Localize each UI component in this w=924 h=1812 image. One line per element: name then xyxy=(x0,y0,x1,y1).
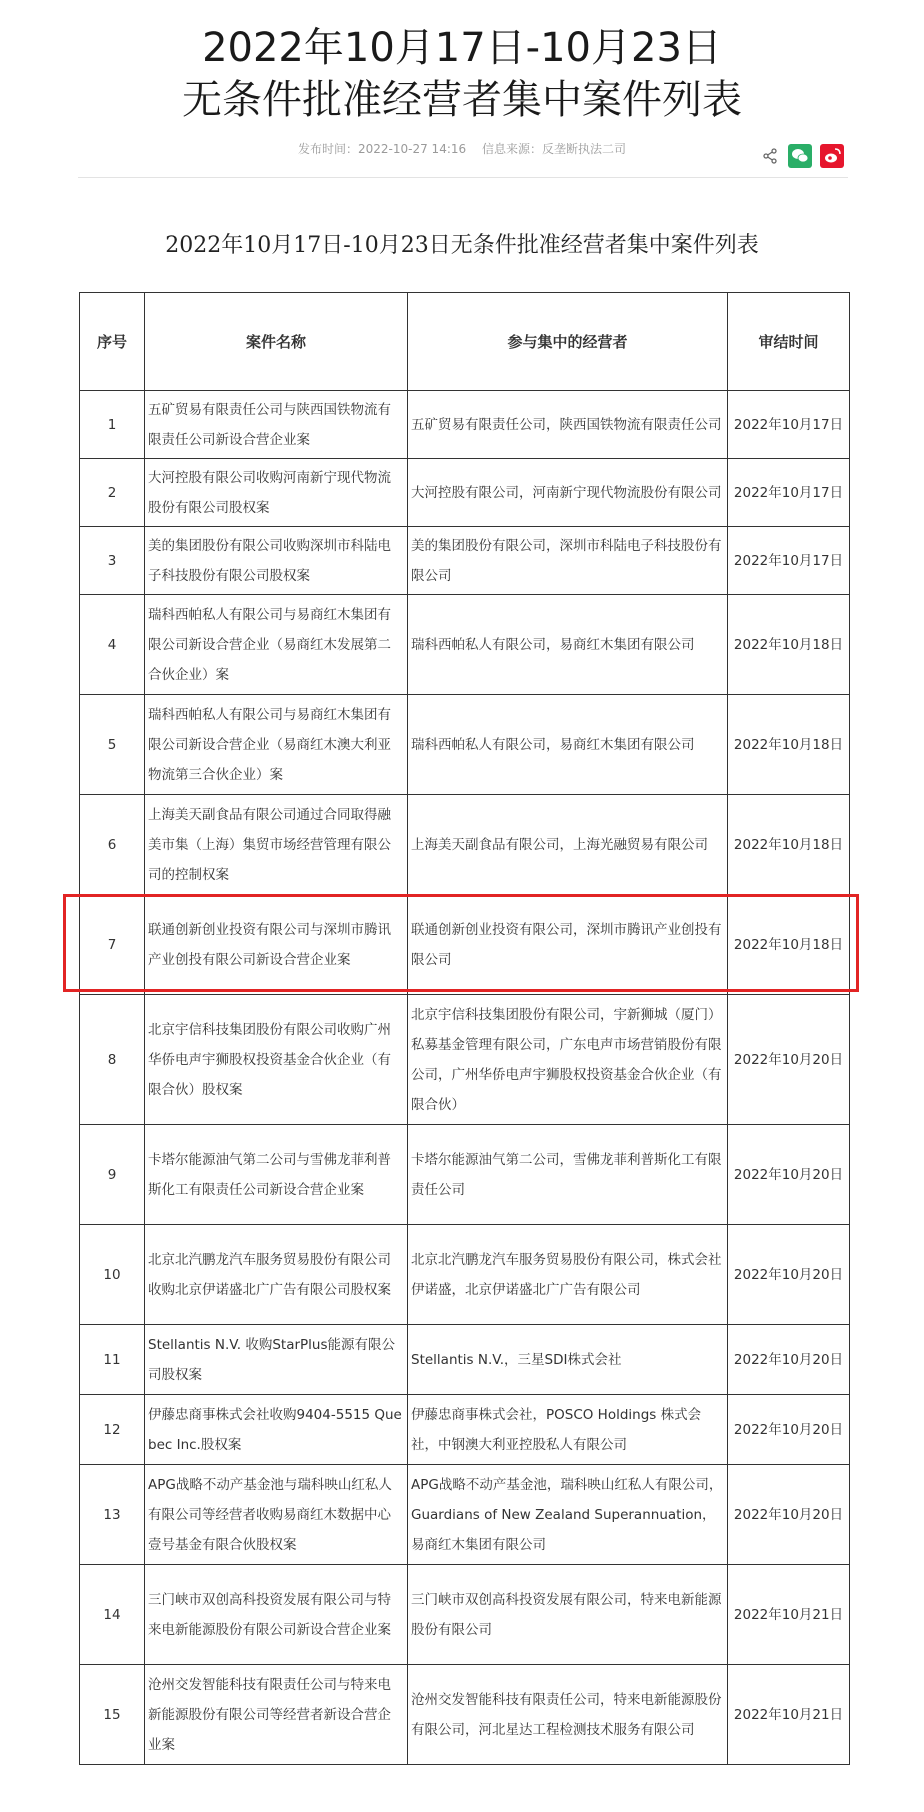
cell-no: 2 xyxy=(80,459,145,527)
weibo-icon[interactable] xyxy=(820,144,844,168)
table-row xyxy=(80,795,850,895)
table-row xyxy=(80,1225,850,1325)
cell-no: 7 xyxy=(80,895,145,995)
cell-date: 2022年10月20日 xyxy=(728,1225,850,1325)
header-case-name: 案件名称 xyxy=(145,293,408,391)
cell-no: 8 xyxy=(80,995,145,1125)
table-row xyxy=(80,527,850,595)
cell-date: 2022年10月20日 xyxy=(728,1325,850,1395)
cell-case-name: 联通创新创业投资有限公司与深圳市腾讯产业创投有限公司新设合营企业案 xyxy=(145,895,408,995)
cell-case-name: 上海美天副食品有限公司通过合同取得融美市集（上海）集贸市场经营管理有限公司的控制权案 xyxy=(145,795,408,895)
table-row xyxy=(80,595,850,695)
table-row xyxy=(80,1565,850,1665)
cell-parties: 北京宇信科技集团股份有限公司，宇新狮城（厦门）私募基金管理有限公司，广东电声市场营销股份有限公司，广州华侨电声宇狮股权投资基金合伙企业（有限合伙） xyxy=(408,995,728,1125)
cell-case-name: 伊藤忠商事株式会社收购9404-5515 Quebec Inc.股权案 xyxy=(145,1395,408,1465)
cell-date: 2022年10月20日 xyxy=(728,1125,850,1225)
cell-no: 9 xyxy=(80,1125,145,1225)
cell-parties: 大河控股有限公司，河南新宁现代物流股份有限公司 xyxy=(408,459,728,527)
publish-time: 发布时间：2022-10-27 14:16 xyxy=(298,142,467,156)
cell-date: 2022年10月18日 xyxy=(728,695,850,795)
cell-no: 13 xyxy=(80,1465,145,1565)
cell-parties: 瑞科西帕私人有限公司，易商红木集团有限公司 xyxy=(408,695,728,795)
table-row xyxy=(80,1465,850,1565)
highlight-box xyxy=(63,894,859,992)
cell-date: 2022年10月18日 xyxy=(728,795,850,895)
cell-case-name: 北京北汽鹏龙汽车服务贸易股份有限公司收购北京伊诺盛北广广告有限公司股权案 xyxy=(145,1225,408,1325)
table-row xyxy=(80,1395,850,1465)
cell-date: 2022年10月17日 xyxy=(728,459,850,527)
cell-parties: 上海美天副食品有限公司，上海光融贸易有限公司 xyxy=(408,795,728,895)
cell-no: 1 xyxy=(80,391,145,459)
cell-date: 2022年10月18日 xyxy=(728,595,850,695)
cell-no: 14 xyxy=(80,1565,145,1665)
table-row xyxy=(80,391,850,459)
header-parties: 参与集中的经营者 xyxy=(408,293,728,391)
cell-case-name: 五矿贸易有限责任公司与陕西国铁物流有限责任公司新设合营企业案 xyxy=(145,391,408,459)
cell-parties: Stellantis N.V.，三星SDI株式会社 xyxy=(408,1325,728,1395)
cell-no: 3 xyxy=(80,527,145,595)
cell-no: 10 xyxy=(80,1225,145,1325)
cell-no: 11 xyxy=(80,1325,145,1395)
cell-no: 6 xyxy=(80,795,145,895)
cell-case-name: 瑞科西帕私人有限公司与易商红木集团有限公司新设合营企业（易商红木发展第二合伙企业）案 xyxy=(145,595,408,695)
cell-case-name: 美的集团股份有限公司收购深圳市科陆电子科技股份有限公司股权案 xyxy=(145,527,408,595)
cell-case-name: 沧州交发智能科技有限责任公司与特来电新能源股份有限公司等经营者新设合营企业案 xyxy=(145,1665,408,1765)
cell-date: 2022年10月20日 xyxy=(728,995,850,1125)
case-table xyxy=(79,292,850,1765)
page-title-line2: 无条件批准经营者集中案件列表 xyxy=(182,77,742,123)
cell-case-name: APG战略不动产基金池与瑞科映山红私人有限公司等经营者收购易商红木数据中心壹号基金有限合伙股权案 xyxy=(145,1465,408,1565)
header-date: 审结时间 xyxy=(728,293,850,391)
cell-parties: 沧州交发智能科技有限责任公司，特来电新能源股份有限公司，河北星达工程检测技术服务有限公司 xyxy=(408,1665,728,1765)
table-row xyxy=(80,1325,850,1395)
cell-date: 2022年10月21日 xyxy=(728,1565,850,1665)
cell-parties: 三门峡市双创高科投资发展有限公司，特来电新能源股份有限公司 xyxy=(408,1565,728,1665)
cell-no: 15 xyxy=(80,1665,145,1765)
page-title-line1: 2022年10月17日-10月23日 xyxy=(202,25,722,71)
cell-case-name: 大河控股有限公司收购河南新宁现代物流股份有限公司股权案 xyxy=(145,459,408,527)
cell-date: 2022年10月17日 xyxy=(728,527,850,595)
header-no: 序号 xyxy=(80,293,145,391)
share-icon[interactable] xyxy=(762,148,778,164)
cell-parties: 联通创新创业投资有限公司，深圳市腾讯产业创投有限公司 xyxy=(408,895,728,995)
cell-parties: 美的集团股份有限公司，深圳市科陆电子科技股份有限公司 xyxy=(408,527,728,595)
cell-case-name: 瑞科西帕私人有限公司与易商红木集团有限公司新设合营企业（易商红木澳大利亚物流第三合伙企业）案 xyxy=(145,695,408,795)
cell-no: 5 xyxy=(80,695,145,795)
table-title: 2022年10月17日-10月23日无条件批准经营者集中案件列表 xyxy=(165,233,759,258)
table-row xyxy=(80,995,850,1125)
cell-parties: 卡塔尔能源油气第二公司，雪佛龙菲利普斯化工有限责任公司 xyxy=(408,1125,728,1225)
cell-date: 2022年10月18日 xyxy=(728,895,850,995)
cell-date: 2022年10月20日 xyxy=(728,1465,850,1565)
cell-parties: 瑞科西帕私人有限公司，易商红木集团有限公司 xyxy=(408,595,728,695)
cell-case-name: 三门峡市双创高科投资发展有限公司与特来电新能源股份有限公司新设合营企业案 xyxy=(145,1565,408,1665)
cell-case-name: 北京宇信科技集团股份有限公司收购广州华侨电声宇狮股权投资基金合伙企业（有限合伙）股权案 xyxy=(145,995,408,1125)
cell-case-name: 卡塔尔能源油气第二公司与雪佛龙菲利普斯化工有限责任公司新设合营企业案 xyxy=(145,1125,408,1225)
cell-no: 4 xyxy=(80,595,145,695)
table-row xyxy=(80,1665,850,1765)
cell-parties: 北京北汽鹏龙汽车服务贸易股份有限公司，株式会社伊诺盛，北京伊诺盛北广广告有限公司 xyxy=(408,1225,728,1325)
table-row xyxy=(80,695,850,795)
table-row xyxy=(80,459,850,527)
cell-parties: 伊藤忠商事株式会社，POSCO Holdings 株式会社，中钢澳大利亚控股私人有限公司 xyxy=(408,1395,728,1465)
table-header-row xyxy=(80,293,850,391)
cell-case-name: Stellantis N.V. 收购StarPlus能源有限公司股权案 xyxy=(145,1325,408,1395)
divider xyxy=(78,177,848,178)
wechat-icon[interactable] xyxy=(788,144,812,168)
cell-parties: 五矿贸易有限责任公司，陕西国铁物流有限责任公司 xyxy=(408,391,728,459)
source: 信息来源：反垄断执法二司 xyxy=(481,142,626,156)
cell-date: 2022年10月20日 xyxy=(728,1395,850,1465)
article-meta xyxy=(0,140,924,157)
table-row xyxy=(80,1125,850,1225)
cell-no: 12 xyxy=(80,1395,145,1465)
cell-date: 2022年10月21日 xyxy=(728,1665,850,1765)
cell-date: 2022年10月17日 xyxy=(728,391,850,459)
cell-parties: APG战略不动产基金池，瑞科映山红私人有限公司，Guardians of New Zealand Superannuation，易商红木集团有限公司 xyxy=(408,1465,728,1565)
